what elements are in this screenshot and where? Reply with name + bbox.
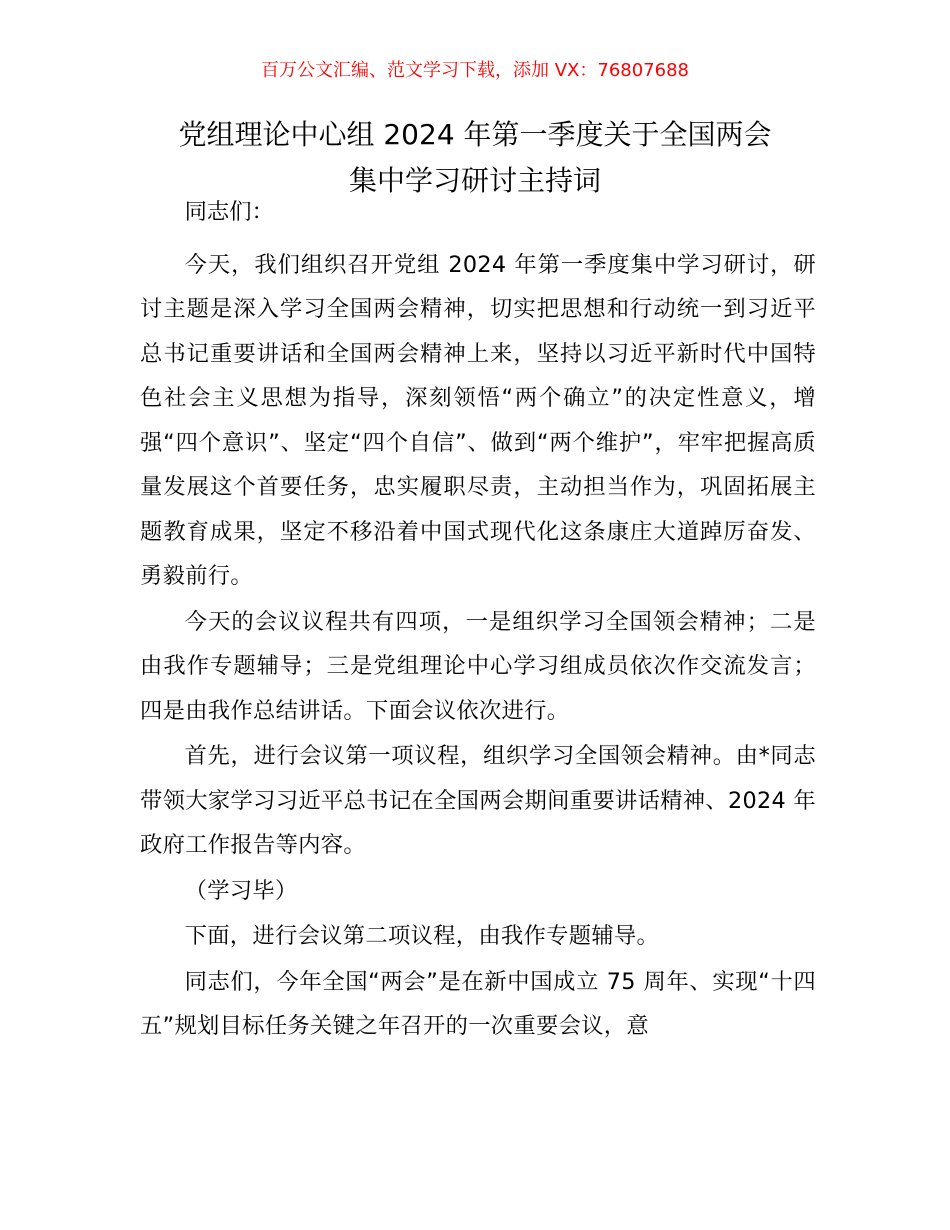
title-line-1: 党组理论中心组 2024 年第一季度关于全国两会 bbox=[178, 118, 772, 151]
promo-banner: 百万公文汇编、范文学习下载，添加 VX：76807688 bbox=[261, 60, 689, 81]
title-line-2: 集中学习研讨主持词 bbox=[348, 164, 601, 197]
paragraph: 下面，进行会议第二项议程，由我作专题辅导。 bbox=[184, 923, 660, 949]
document-body bbox=[140, 190, 816, 1049]
salutation: 同志们： bbox=[184, 199, 274, 225]
paragraph: 今天的会议议程共有四项，一是组织学习全国领会精神；二是由我作专题辅导；三是党组理论中心学习组成员依次作交流发言；四是由我作总结讲话。下面会议依次进行。 bbox=[140, 608, 816, 724]
paragraph: 今天，我们组织召开党组 2024 年第一季度集中学习研讨，研讨主题是深入学习全国两会精神，切实把思想和行动统一到习近平总书记重要讲话和全国两会精神上来，坚持以习近平新时代中国特色社会主义思想为指导，深刻领悟“两个确立”的决定性意义，增强“四个意识”、坚定“四个自信”、做到“两个维护”，牢牢把握高质量发展这个首要任务，忠实履职尽责，主动担当作为，巩固拓展主题教育成果，坚定不移沿着中国式现代化这条康庄大道踔厉奋发、勇毅前行。 bbox=[140, 251, 816, 589]
paragraph: （学习毕） bbox=[184, 877, 298, 904]
paragraph: 首先，进行会议第一项议程，组织学习全国领会精神。由*同志带领大家学习习近平总书记在全国两会期间重要讲话精神、2024 年政府工作报告等内容。 bbox=[140, 743, 816, 858]
paragraph: 同志们，今年全国“两会”是在新中国成立 75 周年、实现“十四五”规划目标任务关键之年召开的一次重要会议，意 bbox=[140, 968, 816, 1039]
